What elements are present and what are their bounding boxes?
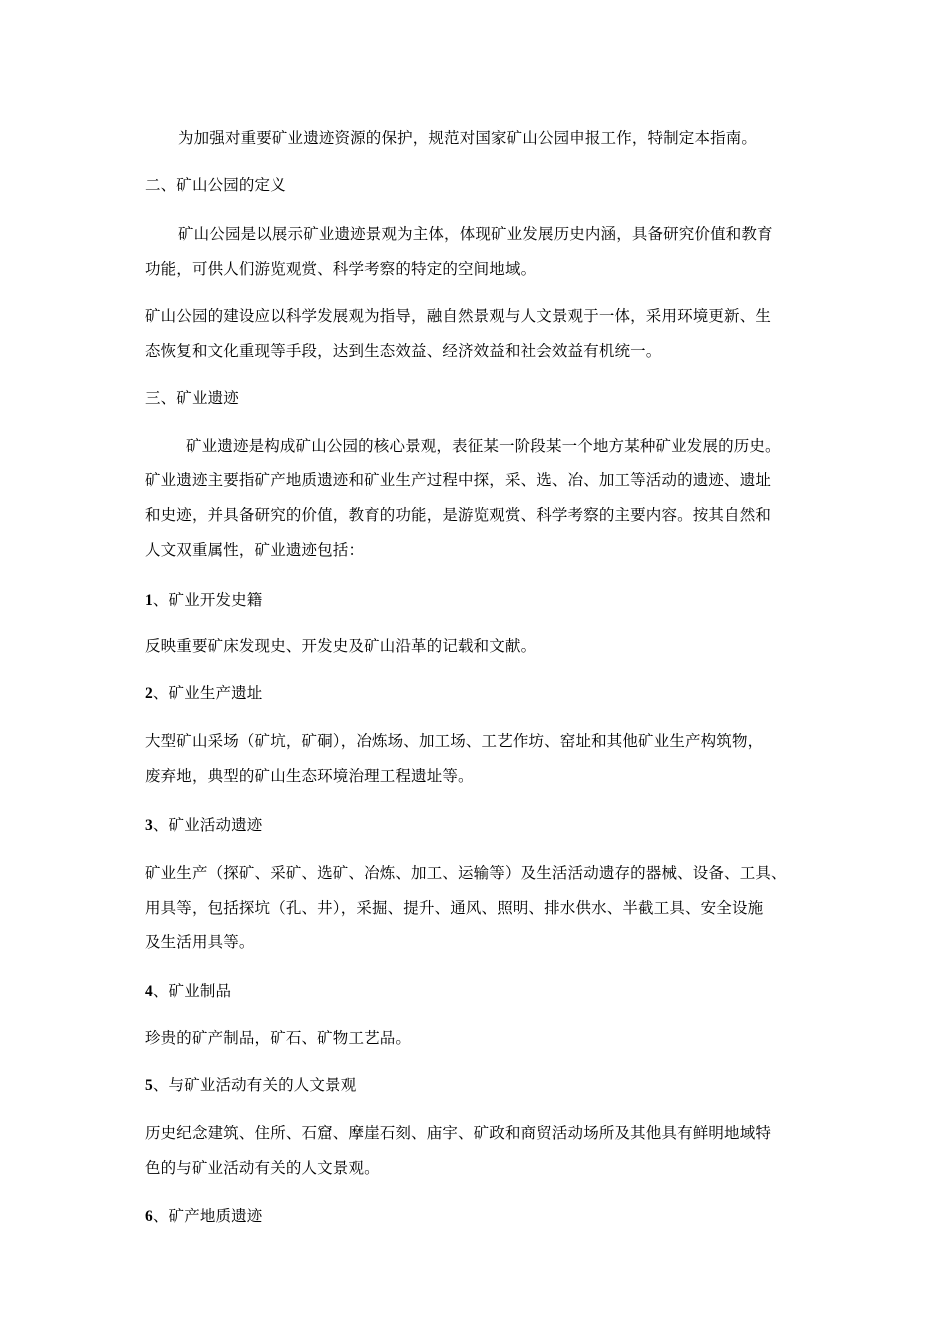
item-4-line-1: 珍贵的矿产制品，矿石、矿物工艺品。 [145, 1029, 412, 1047]
item-4-title: 、矿业制品 [152, 982, 232, 1000]
item-6-heading [145, 1198, 815, 1235]
definition-line-2: 功能，可供人们游览观赏、科学考察的特定的空间地域。 [145, 260, 537, 278]
item-2-number: 2 [145, 685, 153, 702]
item-2-title: 、矿业生产遗址 [152, 684, 263, 702]
item-6-title: 、矿产地质遗迹 [152, 1207, 263, 1225]
definition-line-1: 矿山公园是以展示矿业遗迹景观为主体，体现矿业发展历史内涵，具备研究价值和教育 [178, 225, 773, 243]
remains-line-3: 和史迹，并具备研究的价值，教育的功能，是游览观赏、科学考察的主要内容。按其自然和 [145, 506, 772, 524]
item-4-heading [145, 973, 815, 1010]
item-6-number: 6 [145, 1208, 153, 1225]
item-2-line-2: 废弃地，典型的矿山生态环境治理工程遗址等。 [145, 767, 474, 785]
construction-line-2: 态恢复和文化重现等手段，达到生态效益、经济效益和社会效益有机统一。 [145, 342, 662, 360]
item-5-heading [145, 1067, 815, 1104]
item-3-line-1: 矿业生产（探矿、采矿、选矿、冶炼、加工、运输等）及生活活动遗存的器械、设备、工具、 [145, 864, 787, 882]
intro-paragraph: 为加强对重要矿业遗迹资源的保护，规范对国家矿山公园申报工作，特制定本指南。 [178, 129, 758, 147]
item-4-number: 4 [145, 983, 153, 1000]
item-5-number: 5 [145, 1077, 153, 1094]
item-1-title: 、矿业开发史籍 [152, 591, 263, 609]
construction-line-1: 矿山公园的建设应以科学发展观为指导，融自然景观与人文景观于一体，采用环境更新、生 [145, 307, 772, 325]
item-5-title: 、与矿业活动有关的人文景观 [152, 1076, 357, 1094]
item-1-line-1: 反映重要矿床发现史、开发史及矿山沿革的记载和文献。 [145, 637, 537, 655]
item-2-heading [145, 675, 815, 712]
remains-line-1: 矿业遗迹是构成矿山公园的核心景观，表征某一阶段某一个地方某种矿业发展的历史。 [186, 437, 781, 455]
item-5-line-1: 历史纪念建筑、住所、石窟、摩崖石刻、庙宇、矿政和商贸活动场所及其他具有鲜明地域特 [145, 1124, 772, 1142]
item-1-number: 1 [145, 592, 153, 609]
item-5-line-2: 色的与矿业活动有关的人文景观。 [145, 1159, 380, 1177]
section-3-heading: 三、矿业遗迹 [145, 389, 239, 407]
item-2-line-1: 大型矿山采场（矿坑，矿硐），冶炼场、加工场、工艺作坊、窑址和其他矿业生产构筑物， [145, 732, 764, 750]
item-3-heading [145, 807, 815, 844]
item-3-title: 、矿业活动遗迹 [152, 816, 263, 834]
item-3-number: 3 [145, 817, 153, 834]
section-2-heading: 二、矿山公园的定义 [145, 176, 286, 194]
item-1-heading [145, 582, 815, 619]
remains-line-2: 矿业遗迹主要指矿产地质遗迹和矿业生产过程中探，采、选、冶、加工等活动的遗迹、遗址 [145, 471, 772, 489]
item-3-line-3: 及生活用具等。 [145, 933, 255, 951]
item-3-line-2: 用具等，包括探坑（孔、井），采掘、提升、通风、照明、排水供水、半截工具、安全设施 [145, 899, 764, 917]
remains-line-4: 人文双重属性，矿业遗迹包括： [145, 541, 365, 559]
